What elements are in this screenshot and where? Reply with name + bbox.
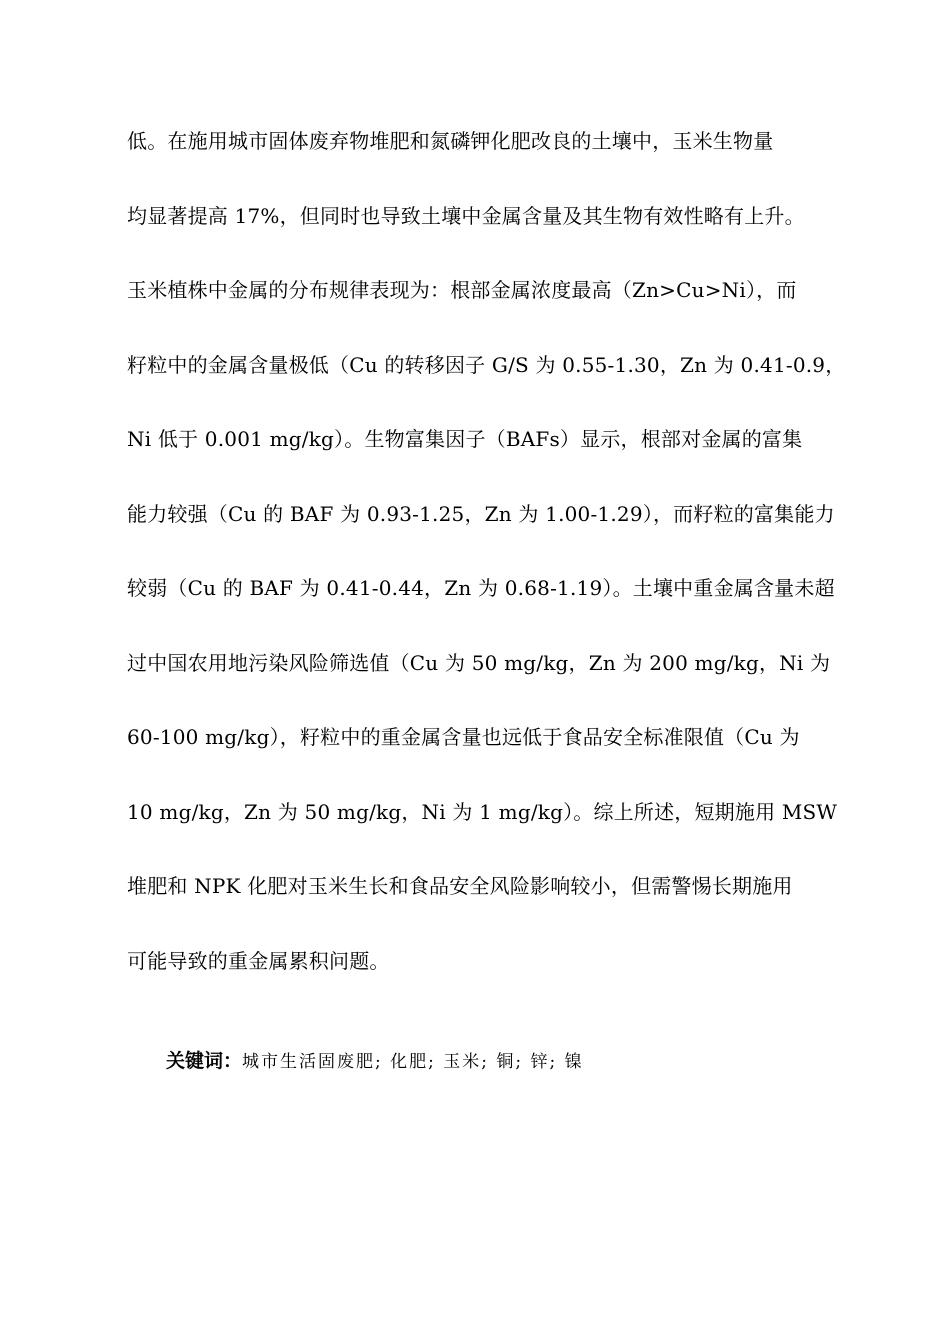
abstract-line: 玉米植株中金属的分布规律表现为：根部金属浓度最高（Zn>Cu>Ni），而	[127, 278, 797, 302]
abstract-line: 籽粒中的金属含量极低（Cu 的转移因子 G/S 为 0.55-1.30，Zn 为 0.41-0.9，	[127, 352, 846, 377]
abstract-body	[127, 122, 867, 1016]
abstract-line: 可能导致的重金属累积问题。	[127, 948, 390, 973]
abstract-line: Ni 低于 0.001 mg/kg）。生物富集因子（BAFs）显示，根部对金属的富集	[127, 427, 803, 451]
abstract-line: 过中国农用地污染风险筛选值（Cu 为 50 mg/kg，Zn 为 200 mg/kg，Ni 为	[127, 650, 831, 675]
abstract-line: 10 mg/kg，Zn 为 50 mg/kg，Ni 为 1 mg/kg）。综上所述，短期施用 MSW	[127, 799, 838, 824]
abstract-line: 60-100 mg/kg），籽粒中的重金属含量也远低于食品安全标准限值（Cu 为	[127, 725, 800, 749]
abstract-line: 能力较强（Cu 的 BAF 为 0.93-1.25，Zn 为 1.00-1.29），而籽粒的富集能力	[127, 501, 835, 526]
abstract-line: 均显著提高 17%，但同时也导致土壤中金属含量及其生物有效性略有上升。	[127, 203, 805, 228]
abstract-line: 较弱（Cu 的 BAF 为 0.41-0.44，Zn 为 0.68-1.19）。土壤中重金属含量未超	[127, 576, 835, 600]
keywords	[166, 1046, 584, 1077]
abstract-line: 低。在施用城市固体废弃物堆肥和氮磷钾化肥改良的土壤中，玉米生物量	[127, 129, 774, 153]
keywords-values: 城市生活固废肥; 化肥; 玉米; 铜; 锌; 镍	[242, 1052, 584, 1072]
keywords-label: 关键词：	[166, 1050, 243, 1072]
abstract-line: 堆肥和 NPK 化肥对玉米生长和食品安全风险影响较小，但需警惕长期施用	[127, 874, 793, 898]
